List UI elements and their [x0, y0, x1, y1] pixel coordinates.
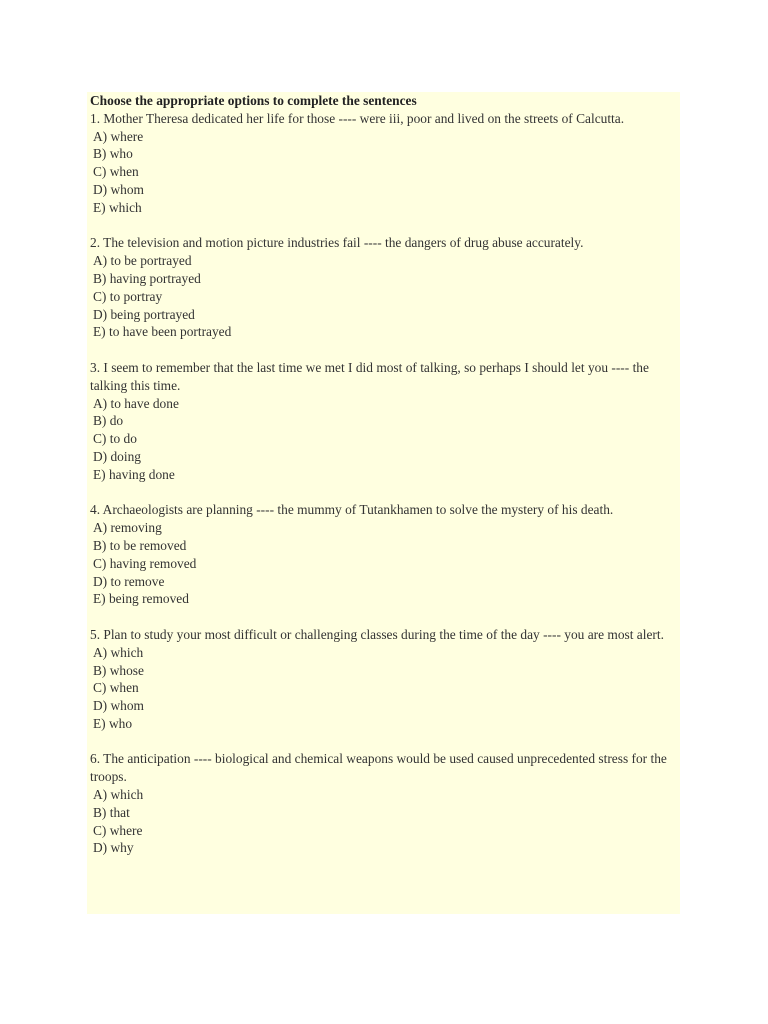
question-1: [90, 110, 680, 217]
option-e: E) which: [93, 199, 142, 215]
option-list: [90, 252, 680, 341]
option-list: [90, 519, 680, 608]
option-list: [90, 786, 680, 857]
option-a: A) which: [93, 787, 144, 803]
option-d: D) whom: [93, 181, 144, 197]
question-text: 6. The anticipation ---- biological and chemical weapons would be used caused unprecedented stress for the troops.: [90, 751, 667, 785]
document-content: [90, 92, 680, 857]
option-a: A) to have done: [93, 395, 179, 411]
question-text: 3. I seem to remember that the last time we met I did most of talking, so perhaps I should let you ---- the talking this time.: [90, 359, 649, 393]
question-5: [90, 626, 680, 733]
option-b: B) whose: [93, 662, 144, 678]
question-3: [90, 359, 680, 484]
question-text: 2. The television and motion picture industries fail ---- the dangers of drug abuse accurately.: [90, 235, 584, 251]
option-d: D) why: [93, 840, 134, 856]
option-a: A) removing: [93, 520, 162, 536]
option-a: A) to be portrayed: [93, 253, 192, 269]
option-c: C) to do: [93, 431, 137, 447]
option-list: [90, 395, 680, 484]
option-d: D) doing: [93, 448, 141, 464]
option-e: E) who: [93, 715, 133, 731]
option-d: D) to remove: [93, 573, 165, 589]
option-e: E) to have been portrayed: [93, 324, 232, 340]
option-e: E) being removed: [93, 591, 189, 607]
option-a: A) which: [93, 644, 144, 660]
question-2: [90, 234, 680, 341]
option-b: B) having portrayed: [93, 270, 201, 286]
option-b: B) who: [93, 146, 133, 162]
question-text: 4. Archaeologists are planning ---- the mummy of Tutankhamen to solve the mystery of his death.: [90, 502, 614, 518]
option-c: C) when: [93, 164, 139, 180]
option-c: C) where: [93, 822, 143, 838]
document-heading: Choose the appropriate options to complete the sentences: [90, 93, 417, 108]
option-e: E) having done: [93, 466, 175, 482]
option-list: [90, 128, 680, 217]
option-list: [90, 644, 680, 733]
option-d: D) being portrayed: [93, 306, 195, 322]
option-c: C) when: [93, 680, 139, 696]
option-b: B) that: [93, 804, 130, 820]
option-c: C) to portray: [93, 288, 163, 304]
question-4: [90, 501, 680, 608]
option-a: A) where: [93, 128, 144, 144]
option-b: B) do: [93, 413, 124, 429]
option-b: B) to be removed: [93, 537, 187, 553]
option-d: D) whom: [93, 698, 144, 714]
question-6: [90, 750, 680, 857]
document-page: [87, 92, 680, 914]
option-c: C) having removed: [93, 555, 197, 571]
question-text: 5. Plan to study your most difficult or challenging classes during the time of the day ---- you are most alert.: [90, 626, 664, 642]
question-text: 1. Mother Theresa dedicated her life for those ---- were iii, poor and lived on the streets of Calcutta.: [90, 110, 625, 126]
